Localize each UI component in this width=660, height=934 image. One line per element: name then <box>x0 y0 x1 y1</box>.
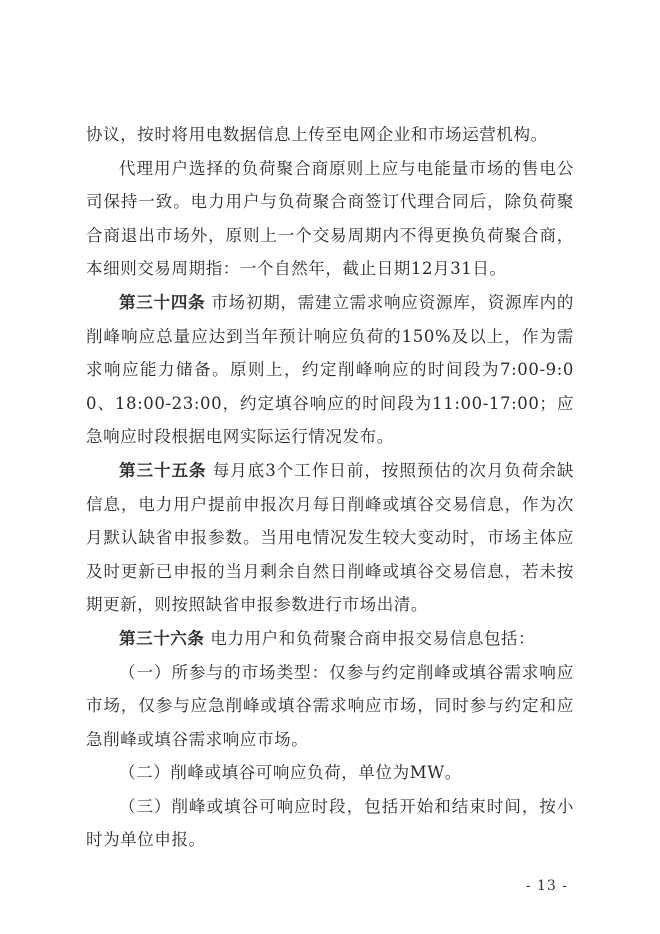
paragraph-article-34 <box>86 286 574 454</box>
paragraph-article-36 <box>86 622 574 656</box>
paragraph-text: 协议，按时将用电数据信息上传至电网企业和市场运营机构。 <box>86 125 548 144</box>
paragraph-article-35 <box>86 454 574 622</box>
paragraph-agent-selection <box>86 152 574 286</box>
paragraph-text: 电力用户和负荷聚合商申报交易信息包括： <box>204 628 536 648</box>
paragraph-text: （一）所参与的市场类型：仅参与约定削峰或填谷需求响应市场，仅参与应急削峰或填谷需求响应市场，同时参与约定和应急削峰或填谷需求响应市场。 <box>86 662 574 749</box>
paragraph-protocol-continuation <box>86 118 574 152</box>
paragraph-text: 市场初期，需建立需求响应资源库，资源库内的削峰响应总量应达到当年预计响应负荷的150%及以上，作为需求响应能力储备。原则上，约定削峰响应的时间段为7:00-9:00、18:00-23:00，约定填谷响应的时间段为11:00-17:00；应急响应时段根据电网实际运行情况发布。 <box>86 292 574 447</box>
article-heading: 第三十五条 <box>119 460 207 480</box>
article-heading: 第三十六条 <box>119 628 205 648</box>
paragraph-text: 代理用户选择的负荷聚合商原则上应与电能量市场的售电公司保持一致。电力用户与负荷聚合商签订代理合同后，除负荷聚合商退出市场外，原则上一个交易周期内不得更换负荷聚合商，本细则交易周期指：一个自然年，截止日期12月31日。 <box>86 158 574 279</box>
document-body <box>86 118 574 857</box>
paragraph-text: （二）削峰或填谷可响应负荷，单位为MW。 <box>119 763 462 783</box>
list-item-market-type <box>86 656 574 757</box>
page-number: - 13 - <box>525 878 568 894</box>
paragraph-text: （三）削峰或填谷可响应时段，包括开始和结束时间，按小时为单位申报。 <box>86 796 574 850</box>
paragraph-text: 每月底3个工作日前，按照预估的次月负荷余缺信息，电力用户提前申报次月每日削峰或填谷交易信息，作为次月默认缺省申报参数。当用电情况发生较大变动时，市场主体应及时更新已申报的当月剩余自然日削峰或填谷交易信息，若未按期更新，则按照缺省申报参数进行市场出清。 <box>86 460 574 615</box>
list-item-responsive-period <box>86 790 574 857</box>
article-heading: 第三十四条 <box>119 292 206 312</box>
list-item-responsive-load <box>86 756 574 790</box>
